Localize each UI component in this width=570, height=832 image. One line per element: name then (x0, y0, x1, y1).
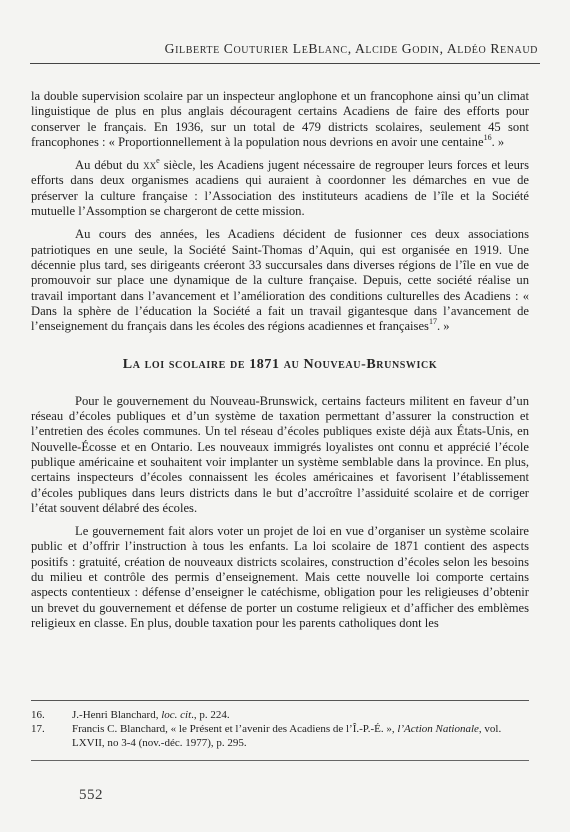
paragraph-2-start: Au début du (75, 158, 144, 173)
footnote-ref-16[interactable]: 16 (483, 132, 492, 142)
footnote-number: 17. (31, 723, 45, 736)
footnote-ref-17[interactable]: 17 (428, 316, 437, 326)
footnote-17-italic: l’Action Nationale (397, 723, 479, 736)
body-text (31, 89, 529, 637)
running-head: Gilberte Couturier LeBlanc, Alcide Godin, Aldéo Renaud (164, 41, 538, 56)
paragraph-1-text: la double supervision scolaire par un inspecteur anglophone et un francophone ainsi qu’un climat linguistique de plus en plus anglais découragent certains Acadiens de faire des efforts pour conserver le français. En 1936, sur un total de 479 districts scolaires, seulement 45 sont francophones : « Proportionnellement à la population nous devrions en avoir une centaine (31, 89, 529, 149)
footnote-17-end: o 3-4 (nov.-déc. 1977), p. 295. (112, 736, 247, 749)
footnote-16-part: J.-Henri Blanchard, (72, 709, 162, 721)
paragraph-4: Pour le gouvernement du Nouveau-Brunswick, certains facteurs militent en faveur d’un réseau d’écoles publiques et d’un système de taxation permettant d’assurer la construction et l’entretien des écoles communes. Un tel réseau d’écoles publiques existe déjà aux États-Unis, en Nouvelle-Écosse et en Ontario. Les nouveaux immigrés loyalistes ont connu et apprécié l’école publique américaine et souhaitent voir implanter un système semblable dans la province. En plus, certains inspecteurs d’écoles connaissent les écoles américaines et favorisent l’établissement d’écoles publiques dans leurs districts dans le but d’accroître l’assiduité scolaire et de corriger l’état souvent délabré des écoles. (31, 393, 529, 515)
page-number: 552 (79, 787, 103, 803)
century-suffix: e (156, 156, 160, 165)
paragraph-3-text: Au cours des années, les Acadiens décident de fusionner ces deux associations patriotiques en une seule, la Société Saint-Thomas d’Aquin, qui est organisée en 1919. Une décennie plus tard, ses dirigeants créeront 33 succursales dans diverses régions de l’île en vue de promouvoir sur place une dynamique de la culture française. Depuis, cette société réalise un travail important dans l’avancement et l’amélioration des conditions culturelles des Acadiens : « Dans la sphère de l’éducation la Société a fait un travail gigantesque dans l’avancement de l’enseignement du français dans les écoles des régions acadiennes et françaises (31, 227, 529, 334)
footnote-16-end: ., p. 224. (191, 709, 230, 721)
footnote-number: 16. (31, 709, 45, 721)
section-title: La loi scolaire de 1871 au Nouveau-Brunswick (122, 357, 438, 373)
paragraph-1-end: . » (491, 134, 505, 149)
paragraph-1 (31, 89, 529, 150)
paragraph-2 (31, 158, 529, 219)
century-numeral: xx (143, 158, 157, 173)
footnote-17-part: Francis C. Blanchard, « le Présent et l’avenir des Acadiens de l’Î.-P.-É. », (72, 723, 398, 736)
bottom-rule (31, 760, 529, 761)
header-rule (30, 63, 540, 64)
footnote-17-mid: , vol. LXVII, n (72, 723, 502, 749)
paragraph-5: Le gouvernement fait alors voter un projet de loi en vue d’organiser un système scolaire public et d’offrir l’instruction à tous les enfants. La loi scolaire de 1871 contient des aspects positifs : gratuité, création de nouveaux districts scolaires, construction d’écoles selon les besoins du milieu et contrôle des permis d’enseignement. Mais cette nouvelle loi comporte certains aspects contentieux : défense d’enseigner le catéchisme, obligation pour les religieuses d’obtenir un brevet du gouvernement et défense de porter un costume religieux et d’afficher des emblèmes religieux en classe. En plus, double taxation pour les parents catholiques dont les (31, 524, 529, 630)
paragraph-3-end: . » (436, 319, 450, 334)
footnotes (31, 709, 529, 751)
footnote-16-italic: loc. cit (161, 709, 192, 721)
footnote-text (72, 709, 529, 722)
footnote-text (72, 723, 529, 750)
footnotes-rule (31, 700, 529, 701)
paragraph-2-text: siècle, les Acadiens jugent nécessaire de regrouper leurs forces et leurs efforts dans deux organismes acadiens qui auraient à coordonner les démarches en vue de préserver la culture française : l’Association des instituteurs acadiens de l’île et la Société mutuelle l’Assomption se chargeront de cette mission. (31, 158, 529, 219)
paragraph-3 (31, 227, 529, 334)
footnote-17 (31, 723, 529, 750)
footnote-16 (31, 709, 529, 722)
